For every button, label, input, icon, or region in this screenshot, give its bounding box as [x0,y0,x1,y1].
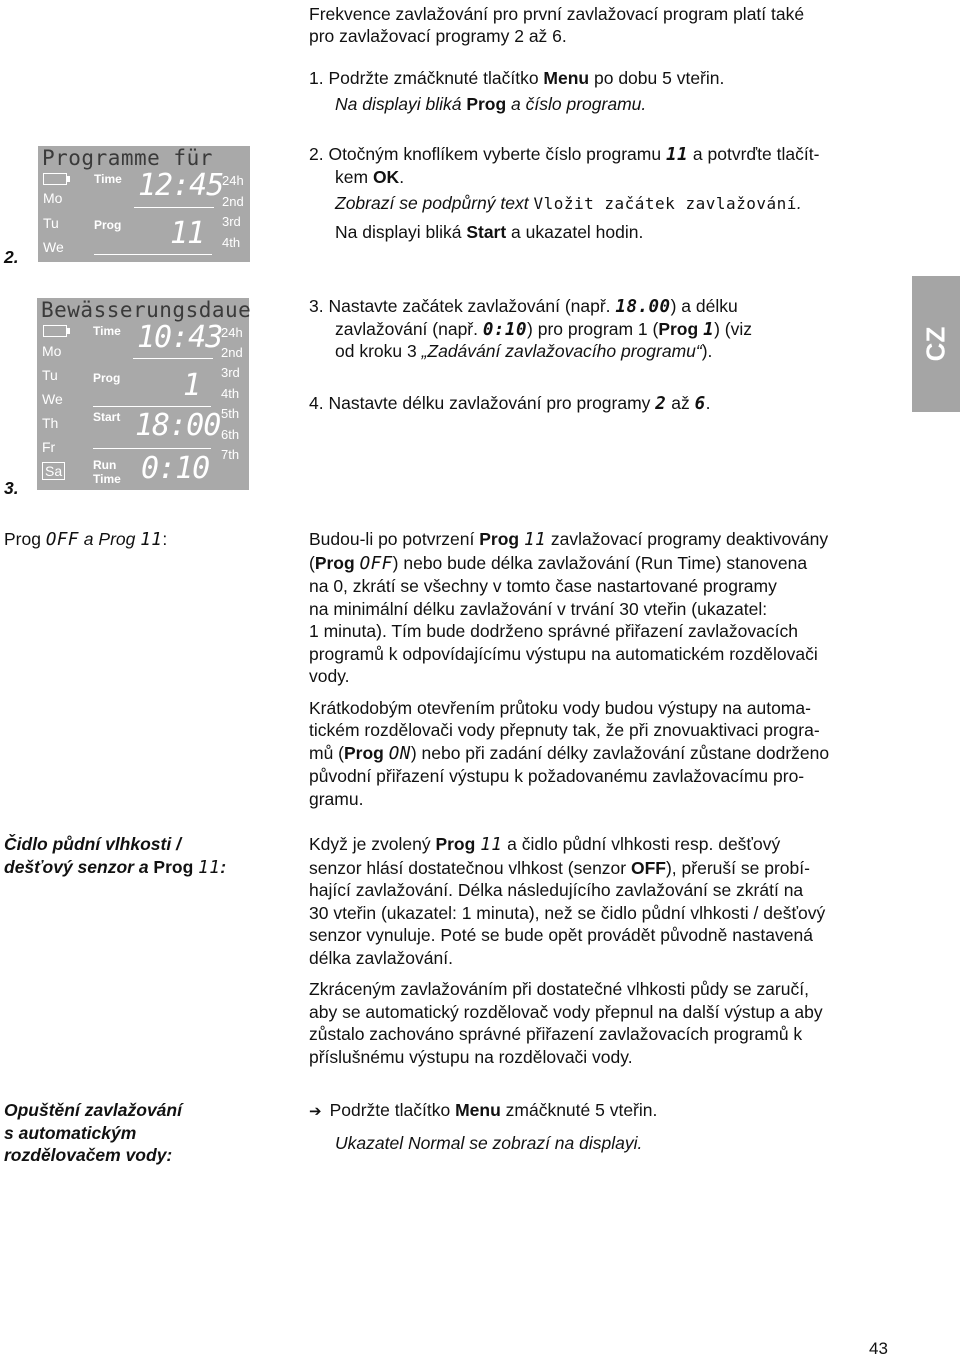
lcd2-slot-24h: 24h [221,325,243,340]
sec2-line: 30 vteřin (ukazatel: 1 minuta), než se čidlo půdní vlhkosti / dešťový [309,902,826,923]
step2-line-2: kem OK. [335,167,405,187]
sec1-line: vody. [309,666,350,686]
sec1-line: 1 minuta). Tím bude dodrženo správné přiřazení zavlažovacích [309,621,798,641]
lcd2-divider-2 [93,406,211,407]
lcd1-day-we: We [43,239,64,255]
step3-number: 3. [4,478,19,498]
lcd1-prog-label: Prog [94,218,122,232]
sec2-line: zůstalo zachováno správné přiřazení zavlažovacích programů k [309,1024,803,1044]
lcd1-divider-2 [94,254,212,255]
step2-line-4: Na displayi bliká Start a ukazatel hodin. [335,222,644,242]
sec2-line: senzor vynuluje. Poté se bude opět provádět původně nastavená [309,925,813,945]
sec1-line: gramu. [309,788,364,809]
step3-line-2: zavlažování (např. 0:10) pro program 1 (Prog 1) (viz [335,319,753,340]
lcd2-divider-1 [133,358,213,359]
sec2-heading [4,833,226,879]
sec2-heading-line-2: dešťový senzor a Prog 11: [4,856,227,878]
sec2-line: aby se automatický rozdělovač vody přepnul na další výstup a aby [309,1001,823,1022]
lcd2-start: 18:00 [135,408,221,443]
sec3-heading-line-3: rozdělovačem vody: [4,1145,173,1165]
lcd2-slot-5th: 5th [221,406,240,421]
lcd2-slot-4th: 4th [221,386,240,401]
sec2-line: Zkráceným zavlažováním při dostatečné vlhkosti půdy se zaručí, [309,979,809,999]
lcd1-slot-2nd: 2nd [222,194,244,209]
sec3-heading-line-2: s automatickým [4,1122,137,1143]
battery-cap [67,328,70,334]
lcd1-prog: 11 [170,216,205,251]
lcd-display-2 [37,298,252,490]
lcd1-title: Programme für [42,146,213,170]
lcd1-day-tu: Tu [43,215,59,231]
lcd2-time: 10:43 [137,320,223,355]
lcd2-prog: 1 [183,368,201,403]
lcd2-start-label: Start [93,410,121,424]
lcd2-day-fr: Fr [42,439,56,455]
battery-icon [43,325,67,337]
step4-line: 4. Nastavte délku zavlažování pro programy 2 až 6. [309,393,711,414]
lcd2-run: 0:10 [141,451,210,486]
step3-line-3: od kroku 3 „Zadávání zavlažovacího programu“). [335,341,713,361]
step2-line-3: Zobrazí se podpůrný text Vložit začátek zavlažování. [335,193,802,213]
step3-line-1: 3. Nastavte začátek zavlažování (např. 18.00) a délku [309,296,738,317]
sec2-heading-line-1: Čidlo půdní vlhkosti / [4,834,181,854]
step1-line-2: Na displayi bliká Prog a číslo programu. [335,94,647,114]
step2-number: 2. [4,247,19,267]
intro-line-2: pro zavlažovací programy 2 až 6. [309,26,567,46]
lcd2-prog-label: Prog [93,371,121,385]
sec1-line: Budou-li po potvrzení Prog 11 zavlažovací programy deaktivovány [309,529,829,550]
arrow-right-icon: ➔ [309,1102,322,1120]
intro-line-1: Frekvence zavlažování pro první zavlažovací program platí také [309,4,805,24]
sec2-line: příslušnému výstupu na rozdělovači vody. [309,1046,633,1067]
language-tab-label: CZ [920,326,951,362]
lcd1-divider-1 [134,207,214,208]
sec3-line-2: Ukazatel Normal se zobrazí na displayi. [335,1133,643,1153]
step2-line-1: 2. Otočným knoflíkem vyberte číslo programu 11 a potvrďte tlačít- [309,144,820,165]
sec1-line: na minimální délku zavlažování v trvání 30 vteřin (ukazatel: [309,598,768,619]
sec3-line-1: ➔ Podržte tlačítko Menu zmáčknuté 5 vteřin. [309,1100,658,1120]
sec3-heading [4,1099,182,1167]
sec1-line: programů k odpovídajícímu výstupu na automatickém rozdělovači [309,643,818,664]
sec1-line: tickém rozdělovači vody přepnuty tak, že při znovuaktivaci progra- [309,720,820,740]
lcd2-day-mo: Mo [42,343,62,359]
battery-cap [67,176,70,182]
sec1-line: mů (Prog ON) nebo při zadání délky zavlažování zůstane dodrženo [309,742,830,764]
sec1-body [309,528,899,810]
sec2-line: délka zavlažování. [309,947,453,968]
lcd-display-1 [38,146,250,262]
sec2-line: senzor hlásí dostatečnou vlhkost (senzor OFF), přeruší se probí- [309,857,810,878]
lcd1-slot-3rd: 3rd [222,214,241,229]
lcd2-slot-2nd: 2nd [221,345,243,360]
lcd1-slot-24h: 24h [222,173,244,188]
lcd2-day-tu: Tu [42,367,58,383]
step1-line-1: 1. Podržte zmáčknuté tlačítko Menu po dobu 5 vteřin. [309,68,725,88]
sec1-line: (Prog OFF) nebo bude délka zavlažování (Run Time) stanovena [309,552,808,574]
lcd1-time-label: Time [94,172,122,186]
lcd2-day-we: We [42,391,63,407]
lcd1-slot-4th: 4th [222,235,241,250]
lcd2-day-th: Th [42,415,59,431]
lcd1-time: 12:45 [138,168,224,203]
lcd1-day-mo: Mo [43,190,63,206]
lcd2-day-sa: Sa [42,462,65,480]
language-tab [912,276,960,412]
sec1-line: původní přiřazení výstupu k požadovanému zavlažovacímu pro- [309,766,805,786]
lcd2-run-time-label: Time [93,472,121,486]
lcd2-slot-3rd: 3rd [221,365,240,380]
lcd2-slot-6th: 6th [221,427,240,442]
sec3-heading-line-1: Opuštění zavlažování [4,1100,182,1120]
lcd2-title: Bewässerungsdaue [41,298,252,322]
battery-icon [43,173,67,185]
sec2-line: hající zavlažování. Délka následujícího zavlažování se zkrátí na [309,880,804,900]
sec1-line: na 0, zkrátí se všechny v tomto čase nastartované programy [309,576,777,596]
page-number: 43 [869,1339,888,1358]
lcd2-time-label: Time [93,324,121,338]
sec2-line: Když je zvolený Prog 11 a čidlo půdní vlhkosti resp. dešťový [309,834,781,855]
sec1-heading: Prog OFF a Prog 11: [4,529,168,550]
sec1-line: Krátkodobým otevřením průtoku vody budou výstupy na automa- [309,697,811,718]
sec2-body [309,833,899,1068]
lcd2-run-label: Run [93,458,117,472]
lcd2-slot-7th: 7th [221,447,240,462]
lcd2-divider-3 [93,448,211,449]
